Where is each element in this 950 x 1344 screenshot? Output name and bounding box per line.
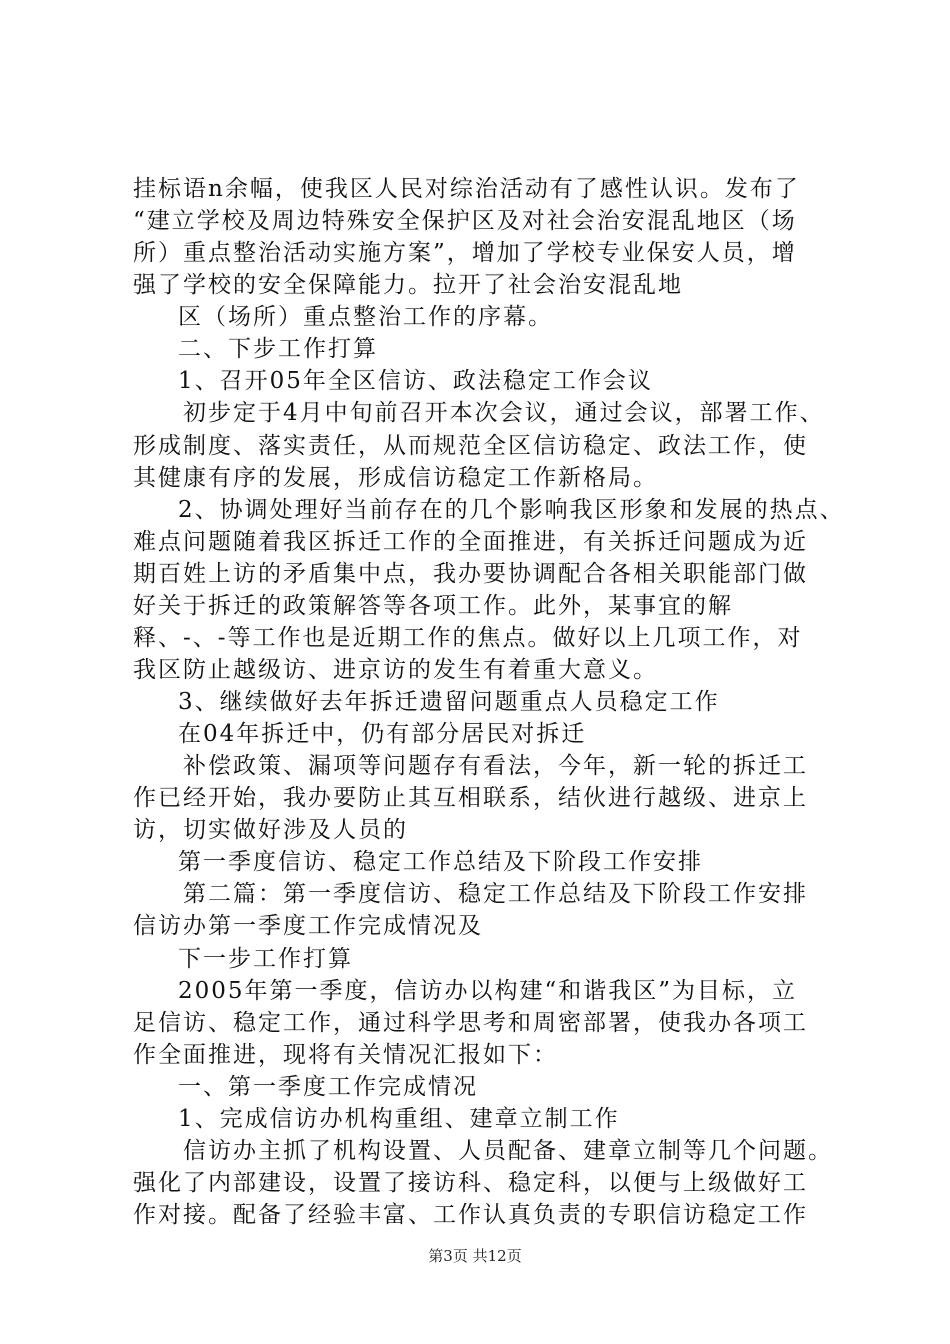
text-line: “建立学校及周边特殊安全保护区及对社会治安混乱地区（场 [133, 208, 797, 234]
text-line: 我区防止越级访、进京访的发生有着重大意义。 [133, 657, 658, 683]
section-heading: 一、第一季度工作完成情况 [178, 1074, 478, 1100]
text-line: 第一季度信访、稳定工作总结及下阶段工作安排 [178, 849, 703, 875]
subsection-heading: 1、召开05年全区信访、政法稳定工作会议 [178, 368, 653, 394]
text-line: 信访办第一季度工作完成情况及 [133, 913, 483, 939]
text-line: 在04年拆迁中，仍有部分居民对拆迁 [178, 721, 587, 747]
text-line: 作已经开始，我办要防止其互相联系，结伙进行越级、进京上 [133, 785, 808, 811]
text-line: 好关于拆迁的政策解答等各项工作。此外，某事宜的解 [133, 593, 733, 619]
chapter-title: 第二篇：第一季度信访、稳定工作总结及下阶段工作安排 [183, 881, 808, 907]
text-line: 挂标语n余幅，使我区人民对综治活动有了感性认识。发布了 [133, 176, 800, 202]
text-line: 释、-、-等工作也是近期工作的焦点。做好以上几项工作，对 [133, 625, 803, 651]
subsection-heading: 2、协调处理好当前存在的几个影响我区形象和发展的热点、 [178, 497, 845, 523]
text-line: 难点问题随着我区拆迁工作的全面推进，有关拆迁问题成为近 [133, 529, 808, 555]
text-line: 所）重点整治活动实施方案”，增加了学校专业保安人员，增 [133, 240, 797, 266]
text-line: 补偿政策、漏项等问题存有看法，今年，新一轮的拆迁工 [183, 753, 808, 779]
text-line: 期百姓上访的矛盾集中点，我办要协调配合各相关职能部门做 [133, 561, 808, 587]
text-line: 初步定于4月中旬前召开本次会议，通过会议，部署工作、 [183, 400, 825, 426]
section-heading: 二、下步工作打算 [178, 336, 378, 362]
text-line: 形成制度、落实责任，从而规范全区信访稳定、政法工作，使 [133, 433, 808, 459]
text-line: 作全面推进，现将有关情况汇报如下： [133, 1042, 558, 1068]
text-line: 下一步工作打算 [178, 946, 353, 972]
text-line: 强了学校的安全保障能力。拉开了社会治安混乱地 [133, 272, 683, 298]
text-line: 信访办主抓了机构设置、人员配备、建章立制等几个问题。 [183, 1138, 833, 1164]
page-footer: 第3页 共12页 [428, 1247, 522, 1265]
text-line: 强化了内部建设，设置了接访科、稳定科，以便与上级做好工 [133, 1170, 808, 1196]
text-line: 区（场所）重点整治工作的序幕。 [178, 304, 553, 330]
text-line: 作对接。配备了经验丰富、工作认真负责的专职信访稳定工作 [133, 1202, 808, 1228]
text-line: 访，切实做好涉及人员的 [133, 817, 408, 843]
subsection-heading: 3、继续做好去年拆迁遗留问题重点人员稳定工作 [178, 689, 720, 715]
text-line: 2005年第一季度，信访办以构建“和谐我区”为目标，立 [178, 978, 798, 1004]
text-line: 足信访、稳定工作，通过科学思考和周密部署，使我办各项工 [133, 1010, 808, 1036]
subsection-heading: 1、完成信访办机构重组、建章立制工作 [178, 1106, 620, 1132]
text-line: 其健康有序的发展，形成信访稳定工作新格局。 [133, 465, 658, 491]
